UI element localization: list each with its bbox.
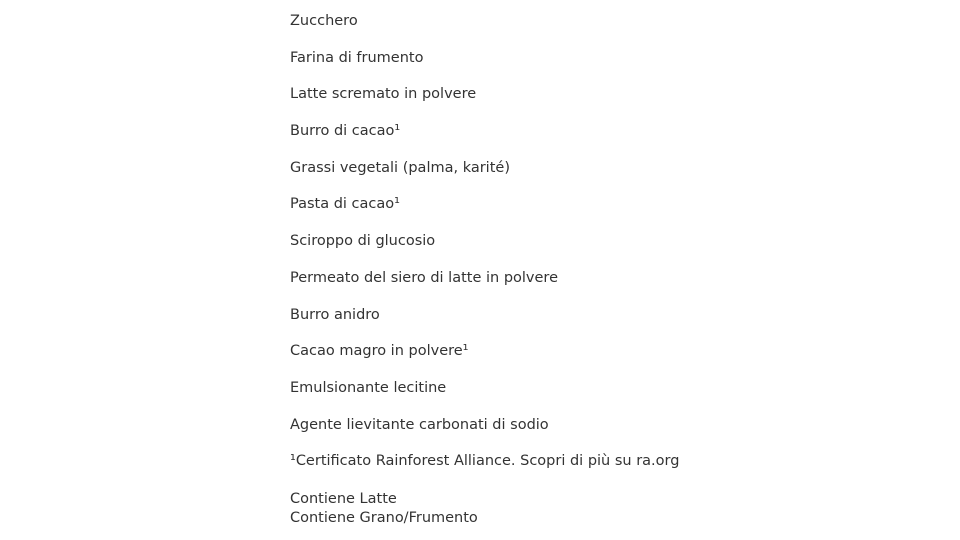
ingredient-item: Latte scremato in polvere xyxy=(290,86,477,103)
ingredient-item: Farina di frumento xyxy=(290,49,424,66)
ingredient-item: Grassi vegetali (palma, karité) xyxy=(290,159,510,176)
allergen-info xyxy=(290,490,850,527)
ingredient-item: Burro anidro xyxy=(290,306,380,323)
ingredient-item: Permeato del siero di latte in polvere xyxy=(290,269,558,286)
ingredient-item: Sciroppo di glucosio xyxy=(290,233,436,250)
ingredient-item: Cacao magro in polvere¹ xyxy=(290,343,469,360)
allergen-wheat: Contiene Grano/Frumento xyxy=(290,509,478,526)
ingredient-item: Zucchero xyxy=(290,13,358,29)
ingredient-item: Burro di cacao¹ xyxy=(290,123,401,140)
ingredient-item: Emulsionante lecitine xyxy=(290,379,447,396)
certification-note: ¹Certificato Rainforest Alliance. Scopri di più su ra.org xyxy=(290,453,680,470)
ingredient-item: Agente lievitante carbonati di sodio xyxy=(290,416,549,433)
ingredients-list xyxy=(290,12,850,489)
ingredient-item: Pasta di cacao¹ xyxy=(290,196,400,213)
allergen-milk: Contiene Latte xyxy=(290,491,397,507)
